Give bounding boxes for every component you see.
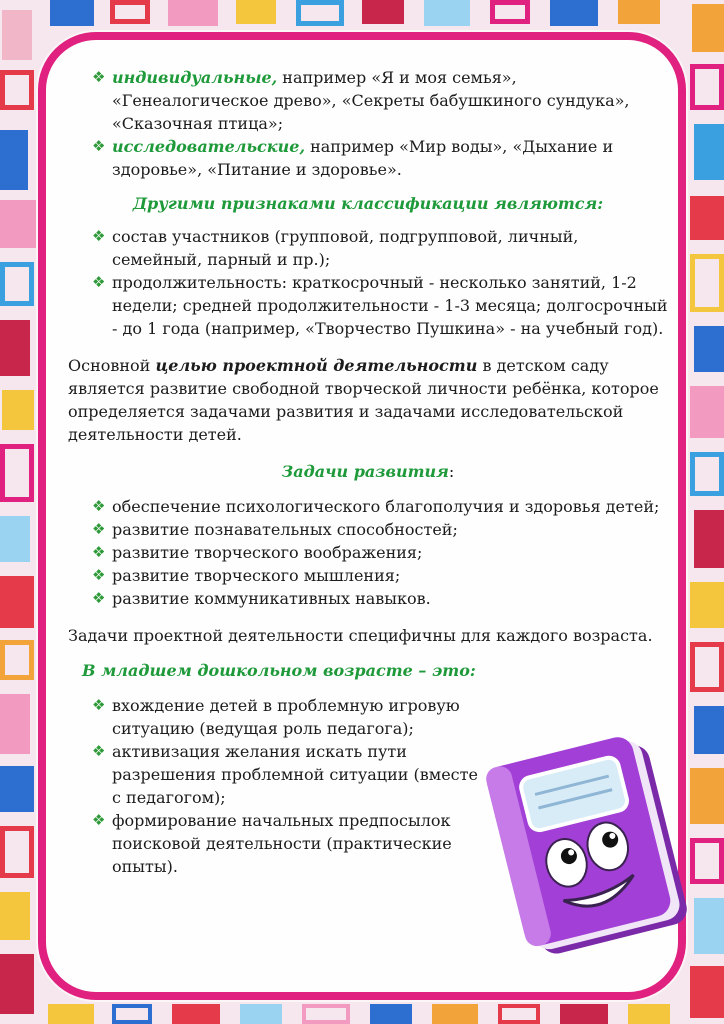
item-text: например «Я и моя семья», «Генеалогическое древо», «Секреты бабушкиного сундука», «Сказочная птица»; bbox=[112, 68, 630, 133]
list-item bbox=[68, 271, 668, 340]
item-text: развитие творческого воображения; bbox=[112, 543, 423, 562]
bullet-icon: ❖ bbox=[92, 137, 106, 155]
bg-square bbox=[424, 0, 470, 26]
bg-square bbox=[694, 706, 724, 754]
section-heading: Другими признаками классификации являются: bbox=[132, 194, 604, 213]
paragraph-goal bbox=[68, 354, 668, 446]
bullet-icon: ❖ bbox=[92, 696, 106, 714]
cartoon-book-icon bbox=[478, 726, 690, 958]
intro-list bbox=[68, 66, 668, 181]
bg-square bbox=[690, 452, 724, 496]
bg-square bbox=[0, 826, 34, 878]
bg-square bbox=[498, 1004, 540, 1024]
text-run: в детском саду является развитие свободной творческой личности ребёнка, которое определяется задачами развития и задачами исследовательской деятельности детей. bbox=[68, 356, 659, 444]
junior-tasks-list bbox=[68, 694, 478, 878]
list-item bbox=[68, 564, 668, 587]
development-tasks-list bbox=[68, 495, 668, 610]
bullet-icon: ❖ bbox=[92, 742, 106, 760]
bg-square bbox=[0, 766, 34, 812]
bg-square bbox=[110, 0, 150, 24]
list-item bbox=[68, 694, 478, 740]
list-item bbox=[68, 740, 478, 809]
bullet-icon: ❖ bbox=[92, 227, 106, 245]
bg-square bbox=[236, 0, 276, 24]
emphasis-text: целью проектной деятельности bbox=[155, 356, 478, 375]
bg-square bbox=[50, 0, 94, 26]
heading-suffix: : bbox=[448, 462, 455, 481]
bg-square bbox=[690, 196, 724, 240]
item-text: развитие познавательных способностей; bbox=[112, 520, 458, 539]
list-item bbox=[68, 135, 668, 181]
bg-square bbox=[0, 516, 30, 562]
bg-square bbox=[694, 510, 724, 568]
bullet-icon: ❖ bbox=[92, 520, 106, 538]
list-item bbox=[68, 541, 668, 564]
bg-square bbox=[0, 70, 34, 110]
bg-square bbox=[550, 0, 598, 26]
item-text: развитие творческого мышления; bbox=[112, 566, 401, 585]
section-heading: В младшем дошкольном возрасте – это: bbox=[82, 661, 476, 680]
list-item bbox=[68, 587, 668, 610]
bg-square bbox=[490, 0, 530, 24]
bg-square bbox=[618, 0, 660, 24]
item-text: например «Мир воды», «Дыхание и здоровье», «Питание и здоровье». bbox=[112, 137, 614, 179]
bg-square bbox=[48, 1004, 94, 1024]
bg-square bbox=[0, 576, 34, 628]
bg-square bbox=[690, 386, 724, 438]
bg-square bbox=[560, 1004, 608, 1024]
bg-square bbox=[690, 642, 724, 692]
bg-square bbox=[112, 1004, 152, 1024]
bullet-icon: ❖ bbox=[92, 589, 106, 607]
bg-square bbox=[690, 582, 724, 628]
bg-square bbox=[690, 254, 724, 312]
item-label: исследовательские, bbox=[112, 137, 306, 156]
bg-square bbox=[0, 694, 30, 754]
bg-square bbox=[692, 4, 724, 52]
list-item bbox=[68, 495, 668, 518]
bg-square bbox=[432, 1004, 478, 1024]
bg-square bbox=[370, 1004, 412, 1024]
bg-square bbox=[694, 124, 724, 180]
section-heading bbox=[68, 460, 668, 483]
bg-square bbox=[0, 320, 30, 376]
list-item bbox=[68, 66, 668, 135]
bg-square bbox=[690, 838, 724, 884]
text-run: Основной bbox=[68, 356, 156, 375]
item-text: вхождение детей в проблемную игровую ситуацию (ведущая роль педагога); bbox=[112, 696, 460, 738]
list-item bbox=[68, 225, 668, 271]
bg-square bbox=[690, 966, 724, 1018]
item-text: развитие коммуникативных навыков. bbox=[112, 589, 431, 608]
bg-square bbox=[0, 262, 34, 306]
bullet-icon: ❖ bbox=[92, 811, 106, 829]
bullet-icon: ❖ bbox=[92, 68, 106, 86]
bg-square bbox=[296, 0, 344, 26]
bullet-icon: ❖ bbox=[92, 497, 106, 515]
heading-text: Задачи развития bbox=[281, 462, 449, 481]
bg-square bbox=[240, 1004, 282, 1024]
bg-square bbox=[0, 954, 34, 1014]
bg-square bbox=[0, 130, 28, 190]
bg-square bbox=[628, 1004, 670, 1024]
bg-square bbox=[0, 640, 34, 680]
bg-square bbox=[0, 200, 36, 248]
bullet-icon: ❖ bbox=[92, 273, 106, 291]
item-label: индивидуальные, bbox=[112, 68, 278, 87]
bg-square bbox=[690, 768, 724, 824]
item-text: формирование начальных предпосылок поисковой деятельности (практические опыты). bbox=[112, 811, 452, 876]
bg-square bbox=[362, 0, 404, 24]
bg-square bbox=[694, 898, 724, 954]
bullet-icon: ❖ bbox=[92, 543, 106, 561]
bg-square bbox=[694, 326, 724, 372]
bg-square bbox=[302, 1004, 350, 1024]
item-text: активизация желания искать пути разрешения проблемной ситуации (вместе с педагогом); bbox=[112, 742, 478, 807]
list-item bbox=[68, 518, 668, 541]
classification-list bbox=[68, 225, 668, 340]
item-text: обеспечение психологического благополучия и здоровья детей; bbox=[112, 497, 660, 516]
list-item bbox=[68, 809, 478, 878]
item-text: состав участников (групповой, подгрупповой, личный, семейный, парный и пр.); bbox=[112, 227, 579, 269]
bullet-icon: ❖ bbox=[92, 566, 106, 584]
bg-square bbox=[168, 0, 218, 26]
bg-square bbox=[172, 1004, 220, 1024]
item-text: продолжительность: краткосрочный - несколько занятий, 1-2 недели; средней продолжительности - 1-3 месяца; долгосрочный - до 1 года (например, «Творчество Пушкина» - на учебный год). bbox=[112, 273, 668, 338]
bg-square bbox=[690, 64, 724, 110]
paragraph-age: Задачи проектной деятельности специфичны для каждого возраста. bbox=[68, 626, 653, 645]
bg-square bbox=[0, 892, 30, 940]
bg-square bbox=[2, 390, 34, 430]
bg-square bbox=[2, 10, 32, 60]
bg-square bbox=[0, 444, 34, 502]
